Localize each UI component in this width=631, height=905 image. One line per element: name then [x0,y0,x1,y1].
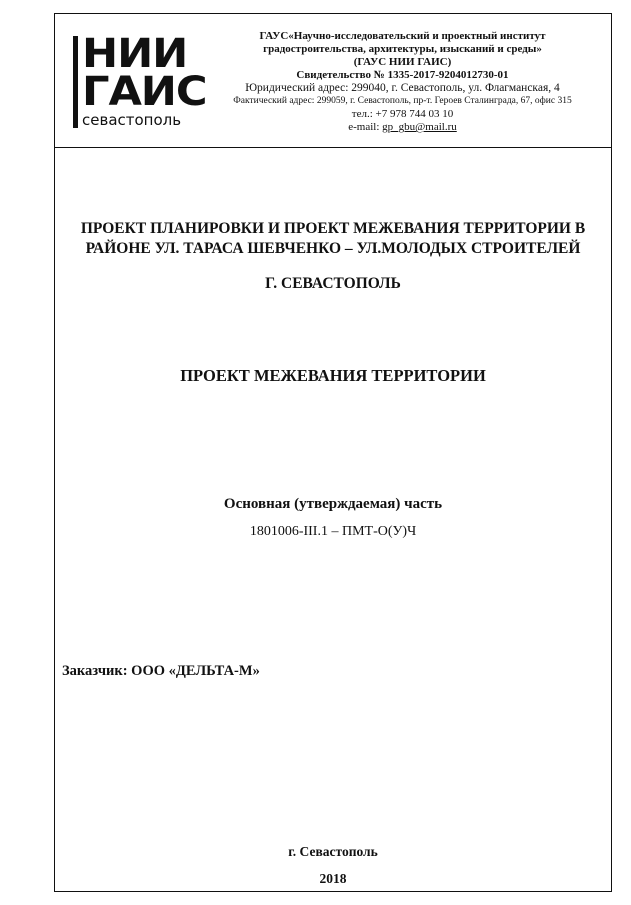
logo-text-nii: НИИ [82,31,188,77]
document-title [55,219,611,259]
org-name-line2: градостроительства, архитектуры, изысканий и среды» [263,43,542,55]
org-email-link[interactable]: gp_gbu@mail.ru [382,121,457,133]
logo-bar [73,36,78,128]
logo-text-gais: ГАИС [82,69,207,115]
institute-logo [73,31,207,134]
document-title-city: Г. СЕВАСТОПОЛЬ [265,275,401,292]
org-legal-address: Юридический адрес: 299040, г. Севастополь, ул. Флагманская, 4 [245,82,560,94]
org-email-row [195,121,610,134]
organization-header [195,30,610,134]
document-code: 1801006-III.1 – ПМТ-О(У)Ч [249,524,417,539]
customer-label: Заказчик: ООО «ДЕЛЬТА-М» [62,663,260,679]
section-title: ПРОЕКТ МЕЖЕВАНИЯ ТЕРРИТОРИИ [180,366,486,385]
org-actual-address: Фактический адрес: 299059, г. Севастополь, пр-т. Героев Сталинграда, 67, офис 315 [233,96,572,106]
org-email-label: e-mail: [348,121,380,133]
org-phone: тел.: +7 978 744 03 10 [351,108,454,120]
page-frame [54,13,612,892]
org-certificate: Свидетельство № 1335-2017-9204012730-01 [296,69,509,81]
part-title: Основная (утверждаемая) часть [223,496,443,512]
document-title-line2: РАЙОНЕ УЛ. ТАРАСА ШЕВЧЕНКО – УЛ.МОЛОДЫХ СТРОИТЕЛЕЙ [85,240,581,257]
footer-year: 2018 [319,871,347,886]
org-short-name: (ГАУС НИИ ГАИС) [353,56,452,68]
org-name-line1: ГАУС«Научно-исследовательский и проектный институт [259,30,546,42]
logo-text-city: севастополь [82,111,182,129]
header-divider [55,147,611,148]
footer-city: г. Севастополь [288,844,378,859]
document-title-line1: ПРОЕКТ ПЛАНИРОВКИ И ПРОЕКТ МЕЖЕВАНИЯ ТЕРРИТОРИИ В [80,220,586,237]
